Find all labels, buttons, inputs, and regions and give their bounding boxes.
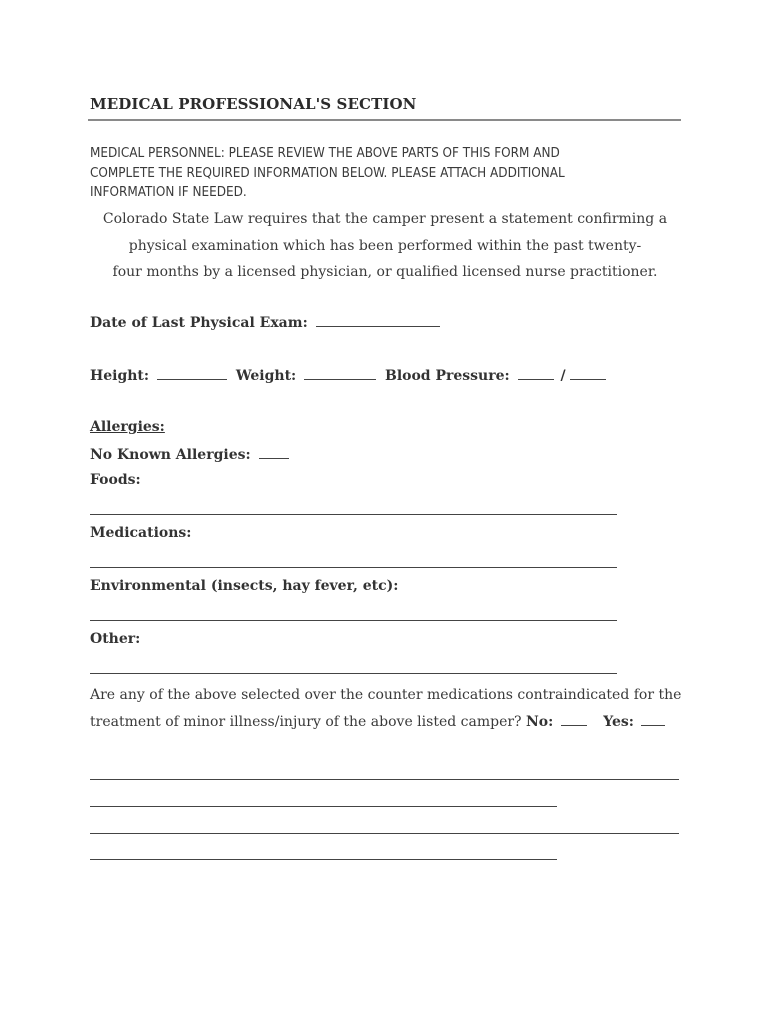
- last-exam-field[interactable]: [316, 314, 440, 327]
- vitals-row: [90, 367, 606, 384]
- height-field[interactable]: [157, 367, 227, 380]
- last-exam-label: Date of Last Physical Exam:: [90, 315, 308, 331]
- last-exam-row: [90, 314, 440, 331]
- section-title: MEDICAL PROFESSIONAL'S SECTION: [90, 95, 417, 113]
- instructions-block: [90, 144, 690, 203]
- height-label: Height:: [90, 368, 150, 384]
- no-known-allergies-label: No Known Allergies:: [90, 447, 251, 463]
- foods-label: Foods:: [90, 472, 141, 488]
- comments-line-1[interactable]: [90, 779, 679, 780]
- bp-diastolic-field[interactable]: [570, 367, 606, 380]
- instructions-line-1: MEDICAL PERSONNEL: PLEASE REVIEW THE ABOVE PARTS OF THIS FORM AND: [90, 146, 560, 161]
- otc-yes-field[interactable]: [641, 713, 665, 726]
- allergies-heading: Allergies:: [90, 419, 165, 435]
- no-known-allergies-field[interactable]: [259, 446, 289, 459]
- environmental-label: Environmental (insects, hay fever, etc):: [90, 578, 399, 594]
- otc-no-field[interactable]: [561, 713, 587, 726]
- foods-line[interactable]: [90, 514, 617, 515]
- instructions-line-3: INFORMATION IF NEEDED.: [90, 185, 247, 200]
- no-known-allergies-row: [90, 446, 289, 463]
- weight-field[interactable]: [304, 367, 376, 380]
- medications-label: Medications:: [90, 525, 192, 541]
- title-divider: [88, 119, 681, 121]
- law-line-3: four months by a licensed physician, or qualified licensed nurse practitioner.: [112, 264, 658, 280]
- otc-question: [90, 682, 690, 735]
- comments-line-2[interactable]: [90, 806, 557, 807]
- comments-line-3[interactable]: [90, 833, 679, 834]
- environmental-line[interactable]: [90, 620, 617, 621]
- otc-question-text: treatment of minor illness/injury of the above listed camper?: [90, 713, 522, 730]
- otc-no-label: No:: [526, 713, 554, 730]
- bp-systolic-field[interactable]: [518, 367, 554, 380]
- law-line-2: physical examination which has been performed within the past twenty-: [128, 237, 642, 254]
- other-label: Other:: [90, 631, 141, 647]
- other-line[interactable]: [90, 673, 617, 674]
- instructions-line-2: COMPLETE THE REQUIRED INFORMATION BELOW. PLEASE ATTACH ADDITIONAL: [90, 165, 565, 181]
- blood-pressure-label: Blood Pressure:: [384, 368, 510, 384]
- weight-label: Weight:: [235, 368, 297, 384]
- otc-question-line-2: [90, 709, 690, 736]
- law-statement: [90, 206, 680, 286]
- law-line-1: Colorado State Law requires that the camper present a statement confirming a: [102, 211, 668, 227]
- otc-question-line-1: Are any of the above selected over the counter medications contraindicated for the: [90, 687, 682, 703]
- comments-line-4[interactable]: [90, 859, 557, 860]
- bp-separator: /: [560, 368, 566, 384]
- otc-yes-label: Yes:: [603, 713, 634, 730]
- medications-line[interactable]: [90, 567, 617, 568]
